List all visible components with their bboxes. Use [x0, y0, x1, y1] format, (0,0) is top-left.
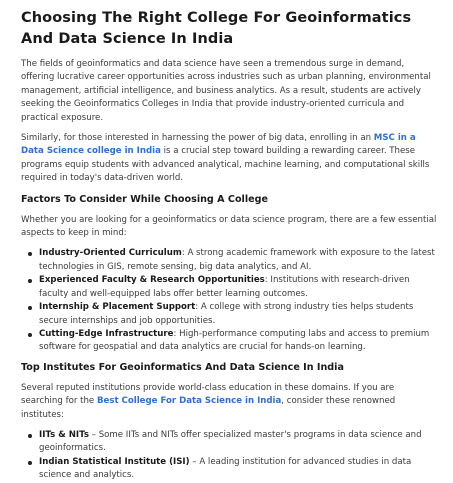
best-college-data-science-link[interactable]: Best College For Data Science in India — [96, 396, 282, 407]
paragraph-text: is a crucial step toward building a rewarding career. These programs equip students with advanced analytical, machine learning, and computational skills required in today's data-driven world. — [21, 146, 430, 184]
intro-paragraph: The fields of geoinformatics and data science have seen a tremendous surge in demand, offering lucrative career opportunities across industries such as urban planning, environmental management, artificial intelligence, and business analytics. As a result, students are actively seeking the Geoinformatics Colleges in India that provide industry-oriented curricula and practical exposure. — [21, 59, 431, 123]
list-item-term: Industry-Oriented Curriculum — [39, 248, 182, 259]
bullet-icon — [28, 306, 32, 310]
bullet-icon — [28, 333, 32, 337]
institutes-list — [21, 429, 437, 483]
list-item — [39, 274, 437, 301]
paragraph-text: Several reputed institutions provide world-class education in these domains. If you are searching for the — [21, 382, 395, 407]
list-item-text: : High-performance computing labs and access to premium software for geospatial and data analytics are crucial for hands-on learning. — [39, 328, 430, 353]
list-item-text: : A strong academic framework with exposure to the latest technologies in GIS, remote sensing, big data analytics, and AI. — [39, 248, 435, 272]
list-item — [39, 328, 437, 355]
bullet-icon — [28, 279, 32, 283]
institutes-intro — [21, 382, 437, 422]
list-item-term: Cutting-Edge Infrastructure — [39, 328, 174, 339]
list-item-term: Experienced Faculty & Research Opportunities — [39, 275, 265, 286]
list-item — [39, 301, 437, 328]
data-science-paragraph — [21, 132, 437, 186]
paragraph-text: , consider these renowned institutes: — [21, 396, 396, 420]
bullet-icon — [28, 461, 32, 465]
list-item-text: – Some IITs and NITs offer specialized master's programs in data science and geoinformatics. — [39, 429, 422, 454]
article-title: Choosing The Right College For Geoinformatics And Data Science In India — [21, 10, 412, 47]
list-item — [39, 429, 437, 456]
factors-intro: Whether you are looking for a geoinformatics or data science program, there are a few essential aspects to keep in mind: — [21, 214, 437, 239]
list-item-term: Internship & Placement Support — [39, 302, 196, 313]
list-item-text: – A leading institution for advanced studies in data science and analytics. — [39, 456, 412, 481]
institutes-heading: Top Institutes For Geoinformatics And Data Science In India — [21, 361, 344, 373]
factors-list — [21, 247, 437, 354]
paragraph-text: Similarly, for those interested in harnessing the power of big data, enrolling in an — [21, 133, 374, 144]
list-item — [39, 456, 437, 483]
bullet-icon — [28, 252, 32, 256]
list-item-text: : A college with strong industry ties helps students secure internships and job opportunities. — [39, 302, 414, 326]
factors-heading: Factors To Consider While Choosing A College — [21, 193, 268, 205]
list-item-term: Indian Statistical Institute (ISI) — [39, 456, 190, 467]
list-item-term: IITs & NITs — [39, 429, 89, 440]
list-item-text: : Institutions with research-driven faculty and well-equipped labs offer better learning outcomes. — [39, 275, 410, 299]
list-item — [39, 247, 437, 274]
bullet-icon — [28, 434, 32, 438]
msc-data-science-link[interactable]: MSC in a Data Science college in India — [21, 133, 416, 157]
